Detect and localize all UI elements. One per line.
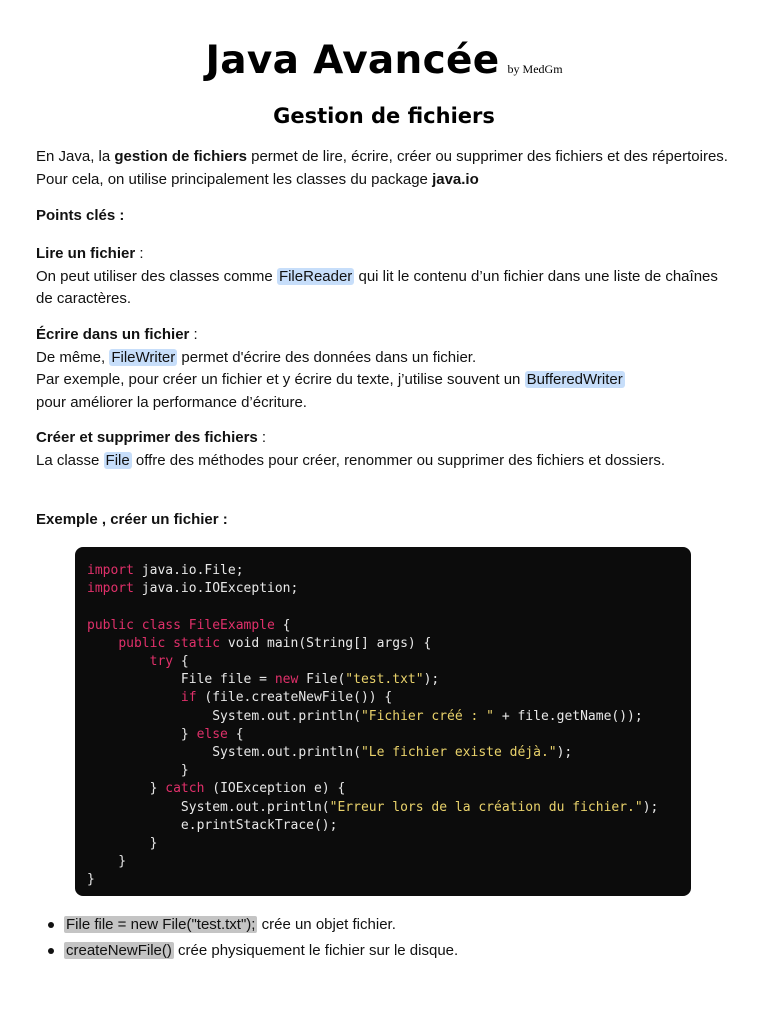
code-line [87,727,244,742]
points-heading [36,205,736,228]
code-line [87,709,643,724]
code-keyword: catch [165,781,205,797]
code-token: } [87,763,189,779]
inline-code-file: File [105,451,130,469]
code-token: java.io.IOException; [133,581,299,597]
page-title: Java Avancée [205,38,500,83]
code-token: (file.createNewFile()) { [196,690,393,706]
code-token: } [87,872,95,888]
list-item [48,938,748,964]
code-content [87,562,691,890]
code-token: } [87,726,197,742]
read-heading: Lire un fichier [36,245,136,262]
bullet-list [48,912,748,964]
code-line [87,781,345,796]
code-line [87,745,572,760]
code-token: } [87,781,166,797]
code-token: System.out.println( [87,708,361,724]
write-section [36,324,736,414]
code-token: } [87,854,127,870]
read-text: On peut utiliser des classes comme [36,267,277,285]
code-token: System.out.println( [87,745,361,761]
inline-code-new-file: File file = new File("test.txt"); [66,916,256,933]
section-title: Gestion de fichiers [273,104,495,128]
code-token [87,690,181,705]
code-token: { [274,617,291,633]
code-token: { [227,726,244,742]
code-token: } [87,836,158,852]
read-text-continued: qui lit le contenu d’un fichier dans une liste de chaînes de caractères. [36,267,718,307]
title-row [0,38,768,83]
intro-text-continued: permet de lire, écrire, créer ou supprimer des fichiers et des répertoires. Pour cela, on utilise principalement les classes du package [36,148,728,188]
code-line [87,581,298,596]
code-line [87,563,244,578]
write-heading: Écrire dans un fichier [36,326,190,343]
write-text-continued: permet d'écrire des données dans un fichier. [177,348,477,366]
code-keyword: public static [118,635,221,651]
bullet-text: crée physiquement le fichier sur le disque. [173,942,459,959]
code-line [87,636,431,651]
create-text: La classe [36,451,104,469]
code-token: File( [298,672,346,688]
create-text-continued: offre des méthodes pour créer, renommer ou supprimer des fichiers et dossiers. [131,451,666,469]
intro-text: En Java, la [36,148,115,165]
code-string: "test.txt" [345,672,424,688]
example-heading [36,509,736,532]
intro-bold-term: gestion de fichiers [114,148,247,165]
code-keyword: try [149,654,174,670]
code-keyword: import [87,563,134,578]
code-keyword: public class FileExample [87,617,275,633]
create-heading: Créer et supprimer des fichiers [36,429,258,446]
write-text: De même, [36,348,110,366]
code-line [87,618,291,633]
code-line [87,690,392,705]
code-token: File file = [87,672,275,688]
list-item [48,912,748,938]
code-token: (IOException e) { [204,781,346,797]
code-token: e.printStackTrace(); [87,817,338,833]
code-token: ); [642,799,659,815]
intro-package-name: java.io [432,170,479,188]
code-token: java.io.File; [133,563,244,578]
code-keyword: else [196,726,228,742]
code-string: "Le fichier existe déjà." [360,745,557,761]
inline-code-bufferedwriter: BufferedWriter [526,371,623,388]
code-keyword: new [274,672,299,688]
author-byline: by MedGm [507,62,563,76]
code-line [87,818,337,833]
code-token [87,654,150,669]
code-line [87,836,157,851]
code-keyword: if [180,690,197,706]
code-line [87,872,95,887]
example-heading-text: Exemple , créer un fichier : [36,511,228,528]
code-string: "Fichier créé : " [360,708,494,724]
code-token: + file.getName()); [494,708,643,724]
inline-code-filereader: FileReader [278,267,353,285]
code-line [87,654,189,669]
bullet-text: crée un objet fichier. [257,916,396,933]
create-section [36,427,736,472]
points-heading-text: Points clés : [36,207,125,224]
code-keyword: import [87,581,134,597]
code-line [87,800,658,815]
write-colon: : [189,326,198,343]
read-colon: : [135,245,144,262]
code-token [87,636,118,651]
code-token: ); [556,745,573,761]
inline-code-filewriter: FileWriter [111,348,176,366]
code-token: void main(String[] args) { [220,635,432,651]
code-block [75,547,691,896]
read-section [36,243,736,311]
code-token: System.out.println( [87,799,330,815]
code-token: ); [423,672,440,688]
create-colon: : [257,429,267,446]
code-string: "Erreur lors de la création du fichier." [329,799,643,815]
write-example-continued: pour améliorer la performance d’écriture. [36,393,307,411]
code-line [87,672,439,687]
code-token: { [173,654,189,670]
code-line [87,854,126,869]
intro-paragraph [36,146,736,191]
write-example-text: Par exemple, pour créer un fichier et y écrire du texte, j’utilise souvent un [36,371,525,388]
inline-code-createnewfile: createNewFile() [66,942,172,959]
code-line [87,763,189,778]
